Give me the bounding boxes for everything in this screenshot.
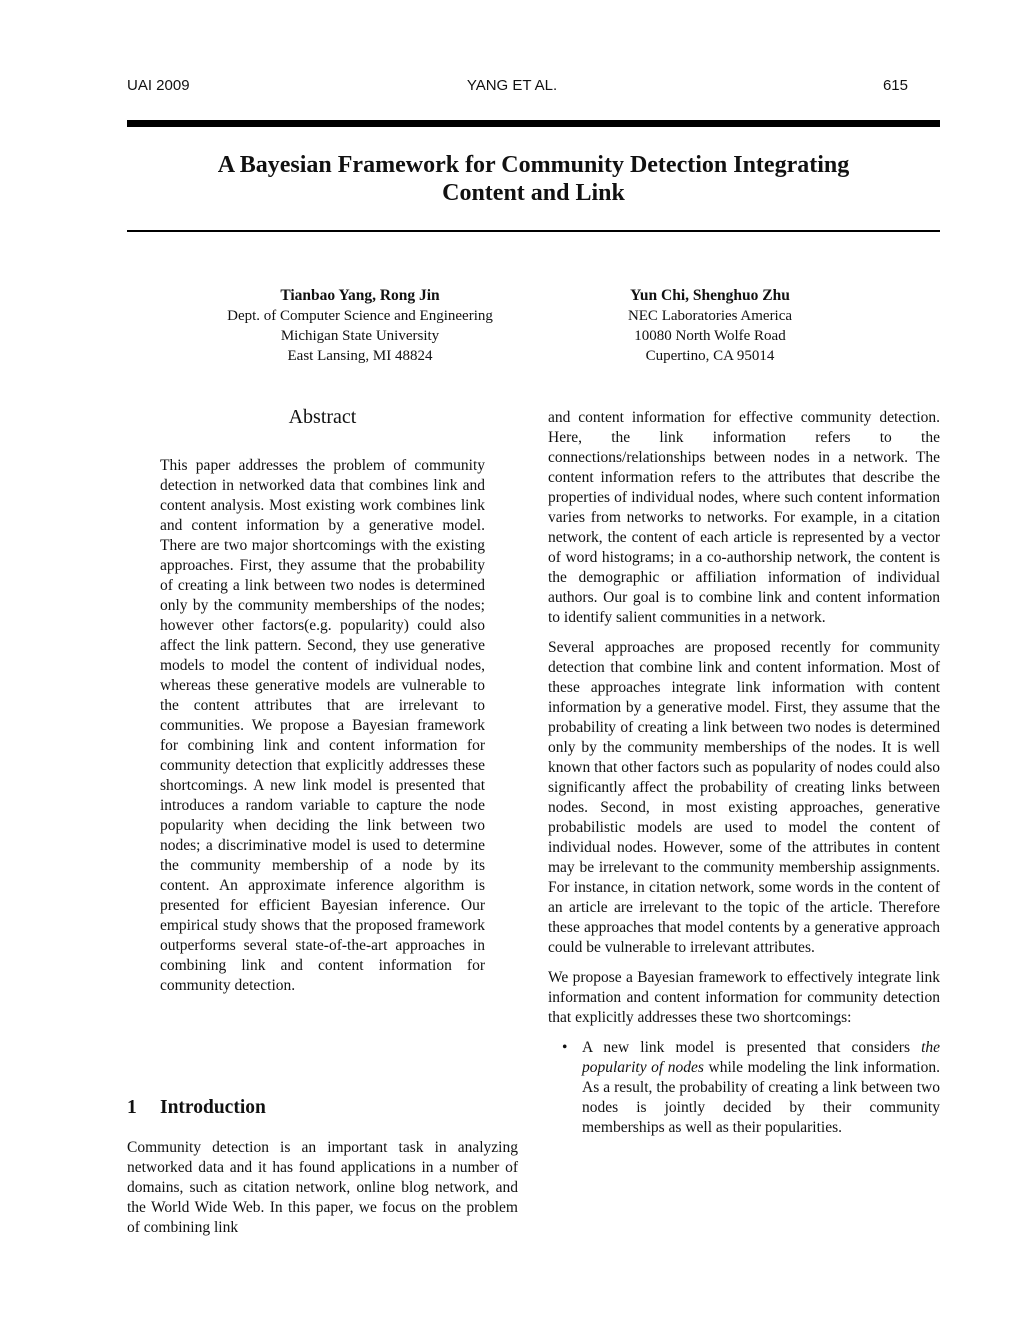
intro-paragraph-continued: and content information for effective community detection. Here, the link information refers to the connections/relationships between nodes in a network. The content information refers to the attributes that describe the properties of individual nodes, where such content information varies from networks to networks. For example, in a citation network, the content of each article is represented by a vector of word histograms; in a co-authorship network, the content is the demographic or affiliation information of individual authors. Our goal is to combine link and content information to identify salient communities in a network. [548, 409, 940, 626]
bullet-text-emphasis: the popularity of nodes [582, 1039, 940, 1076]
author-names: Tianbao Yang, Rong Jin [280, 287, 440, 304]
title-top-rule [127, 120, 940, 127]
author-names: Yun Chi, Shenghuo Zhu [630, 287, 790, 304]
title-bottom-rule [127, 230, 940, 232]
intro-paragraph-1: Community detection is an important task in analyzing networked data and it has found applications in a number of domains, such as citation network, online blog network, and the World Wide Web. In this paper, we focus on the problem of combining link [127, 1139, 518, 1236]
author-dept: Dept. of Computer Science and Engineering [227, 308, 493, 324]
author-block-2 [560, 286, 860, 366]
bullet-text-before: A new link model is presented that considers [582, 1039, 922, 1056]
section-title: Introduction [160, 1097, 266, 1118]
author-institution: 10080 North Wolfe Road [634, 328, 786, 344]
intro-paragraph-2: Several approaches are proposed recently for community detection that combine link and content information. Most of these approaches integrate link information with content information by a generative model. First, they assume that the probability of creating a link between two nodes is determined only by the community memberships of the nodes. It is well known that other factors such as popularity of nodes could also significantly affect the probability of creating links between nodes. Second, in most existing approaches, generative probabilistic models are used to model the content of individual nodes. However, some of the attributes in content may be irrelevant to the community membership assignments. For instance, in citation network, some words in the content of an article are irrelevant to the topic of the article. Therefore these approaches that model contents by a generative approach could be vulnerable to irrelevant attributes. [548, 639, 940, 956]
bullet-text-after: while modeling the link information. As a result, the probability of creating a link between two nodes is jointly decided by their community memberships as well as their popularities. [582, 1059, 940, 1136]
abstract-body [160, 456, 485, 996]
author-dept: NEC Laboratories America [627, 308, 793, 324]
author-block-1 [150, 286, 570, 366]
paper-title [127, 151, 940, 207]
author-institution: Michigan State University [280, 328, 440, 344]
page-number: 615 [882, 77, 908, 94]
author-address: East Lansing, MI 48824 [287, 348, 433, 364]
paper-title-line-2: Content and Link [442, 180, 625, 206]
abstract-text: This paper addresses the problem of community detection in networked data that combines link and content analysis. Most existing work combines link and content information by a generative model. There are two major shortcomings with the existing approaches. First, they assume that the probability of creating a link between two nodes is determined only by the community memberships of the nodes; however other factors(e.g. popularity) could also affect the link pattern. Second, they use generative models to model the content of individual nodes, whereas these generative models are vulnerable to the content attributes that are irrelevant to communities. We propose a Bayesian framework for combining link and content information for community detection that explicitly addresses these shortcomings. A new link model is presented that introduces a random variable to capture the node popularity when deciding the link between two nodes; a discriminative model is used to determine the community membership of a node by its content. An approximate inference algorithm is presented for efficient Bayesian inference. Our empirical study shows that the proposed framework outperforms several state-of-the-art approaches in combining link and content information for community detection. [160, 457, 485, 994]
running-header-venue: UAI 2009 [127, 77, 190, 94]
introduction-right-column [548, 408, 940, 1138]
intro-paragraph-3: We propose a Bayesian framework to effectively integrate link information and content information for community detection that explicitly addresses these two shortcomings: [548, 969, 940, 1026]
section-heading-introduction [127, 1096, 266, 1120]
author-address: Cupertino, CA 95014 [645, 348, 775, 364]
running-header-authors: YANG ET AL. [466, 77, 558, 94]
contribution-bullet-1 [548, 1038, 940, 1138]
section-number: 1 [127, 1097, 137, 1118]
bullet-icon: • [562, 1039, 568, 1056]
abstract-heading: Abstract [288, 406, 357, 428]
paper-title-line-1: A Bayesian Framework for Community Detection Integrating [217, 152, 850, 178]
introduction-left-column [127, 1138, 518, 1238]
